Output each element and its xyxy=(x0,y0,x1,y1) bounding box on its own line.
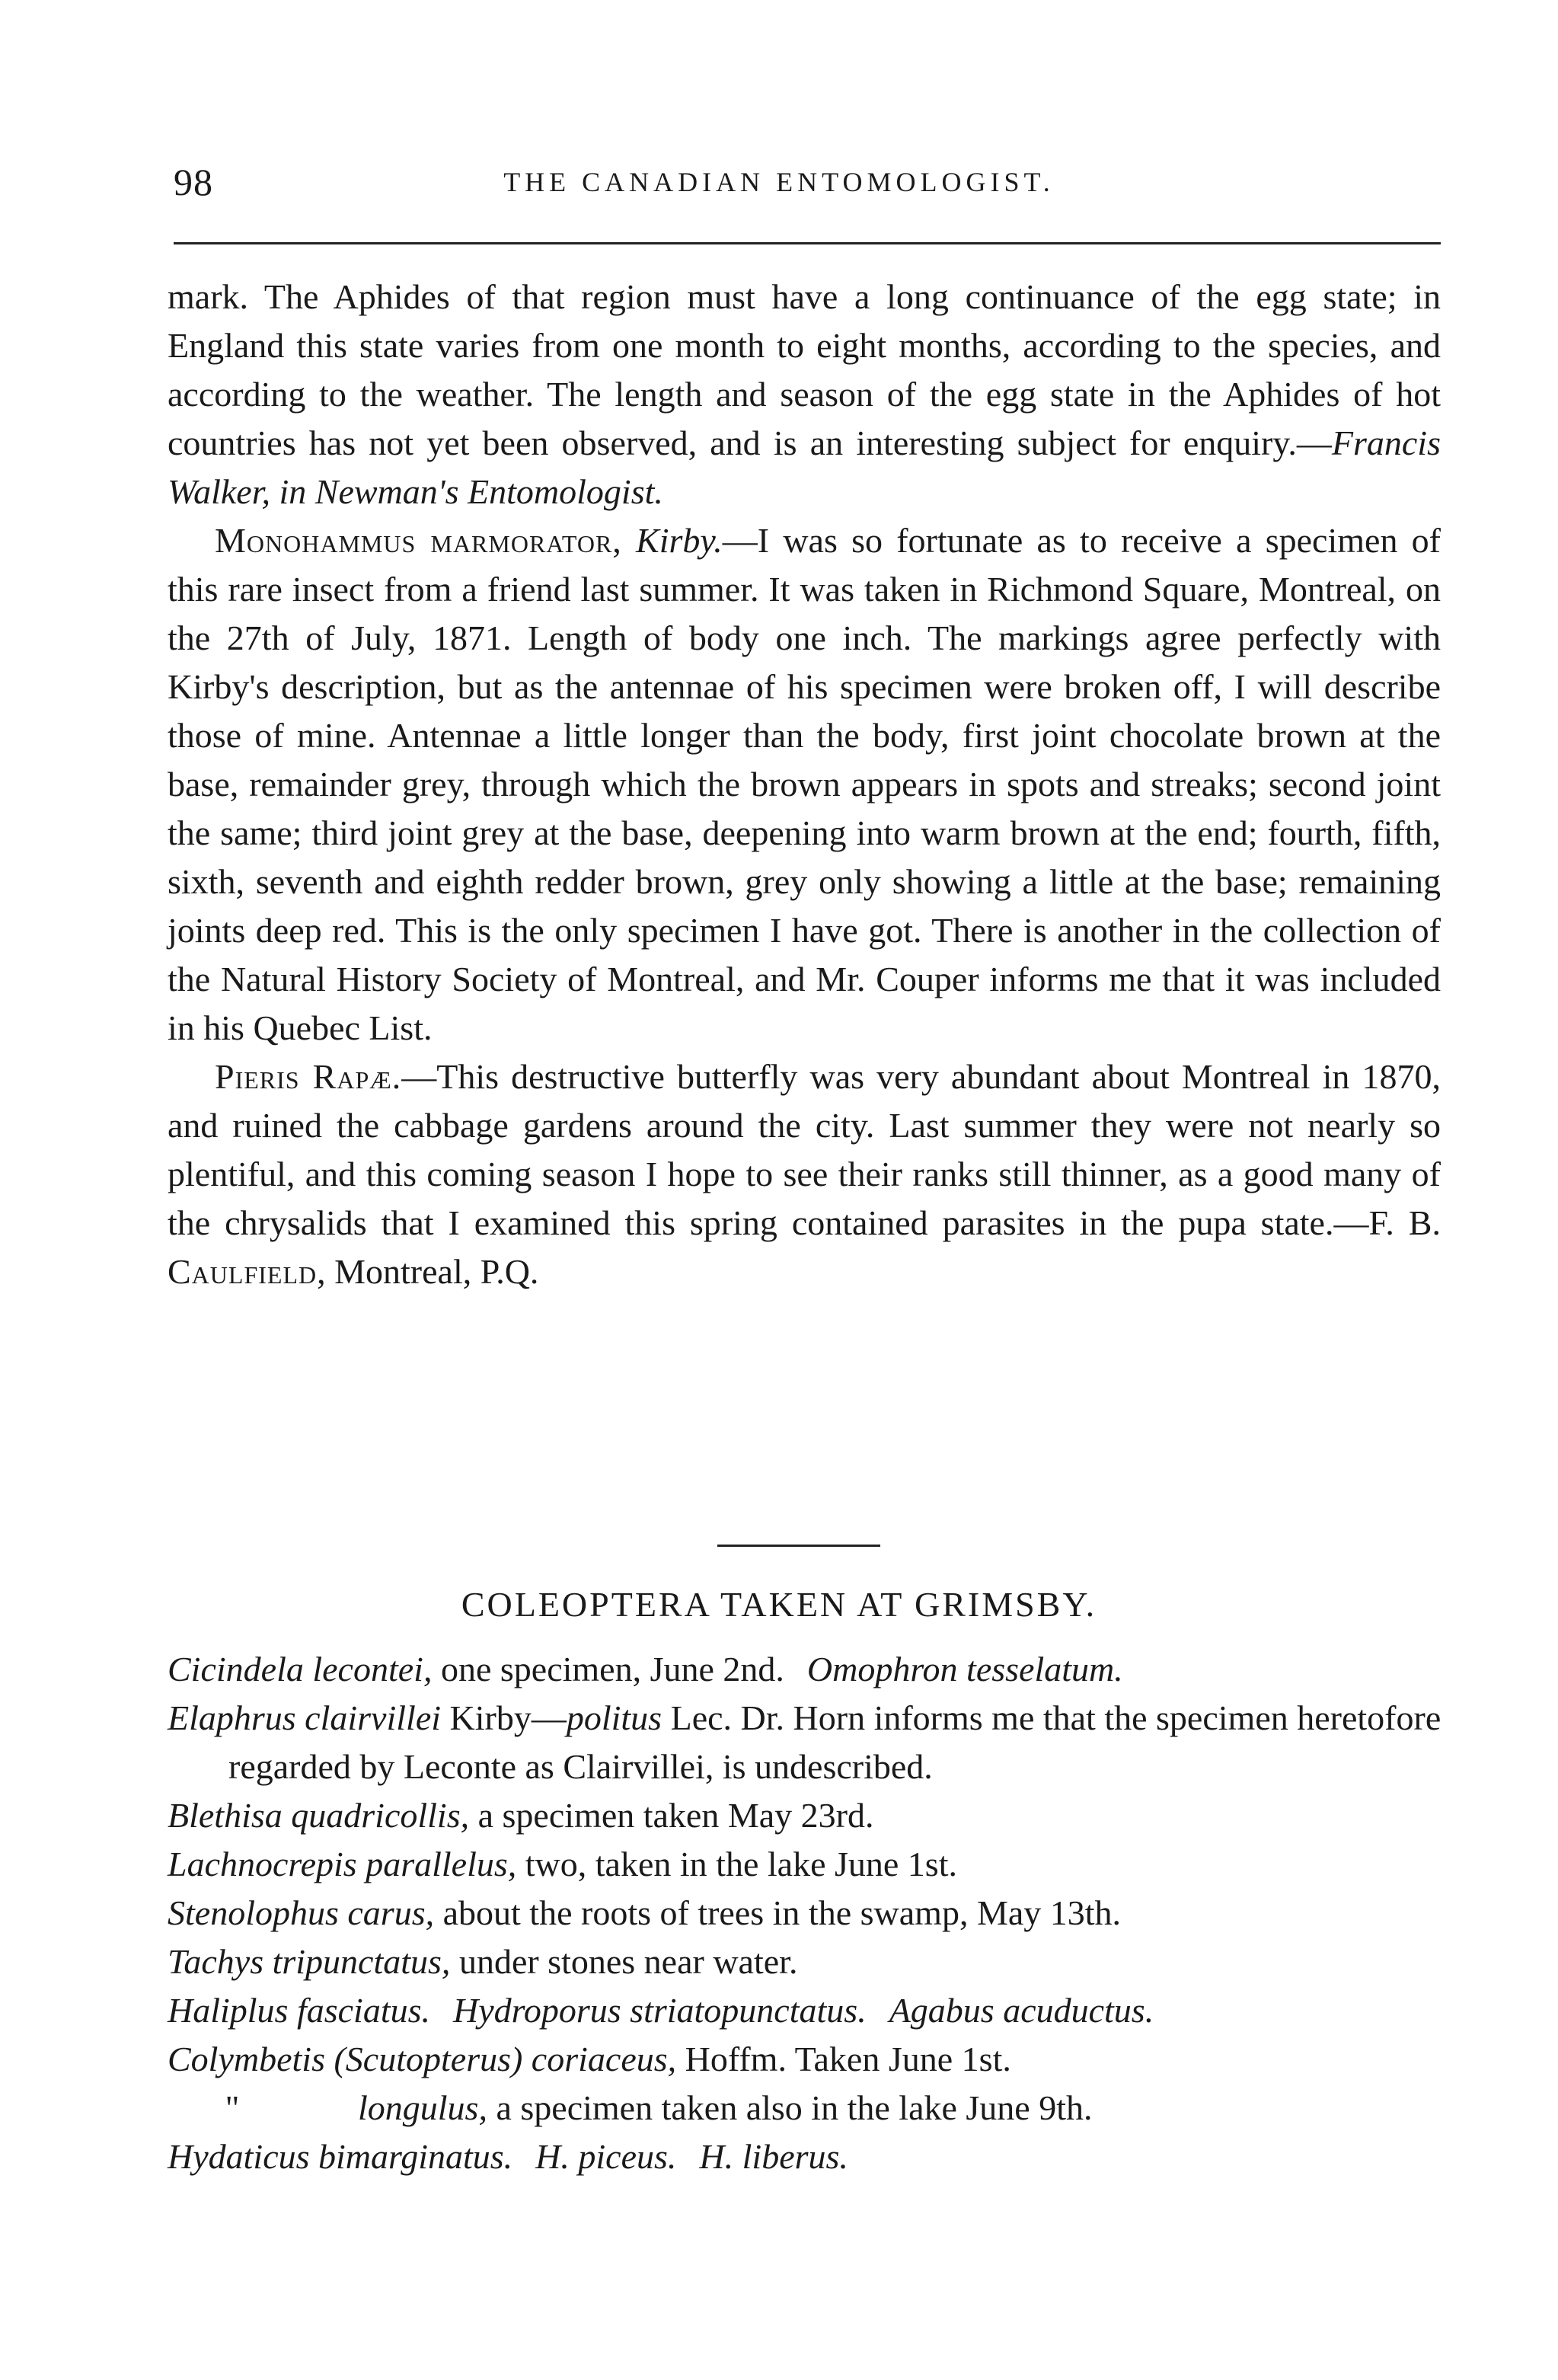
species-name: Lachnocrepis parallelus, xyxy=(168,1845,517,1883)
species-name: Hydaticus bimarginatus. xyxy=(168,2137,513,2176)
species-name: Tachys tripunctatus, xyxy=(168,1942,451,1981)
paragraph-text: mark. The Aphides of that region must have a long continuance of the egg state; in England this state varies from one month to eight months, according to the species, and according to the weather. The length and season of the egg state in the Aphides of hot countries has not yet been observed, and is an interesting subject for enquiry.— xyxy=(168,277,1441,462)
list-item xyxy=(168,1938,1447,1986)
author-place: , Montreal, P.Q. xyxy=(317,1252,539,1291)
species-note: Lec. Dr. Horn informs me that the specimen heretofore regarded by Leconte as Clairvillei, is undescribed. xyxy=(228,1698,1441,1786)
species-heading: Pieris Rapæ. xyxy=(215,1057,402,1096)
species-note: Kirby— xyxy=(441,1698,567,1737)
species-name: Colymbetis (Scutopterus) coriaceus, xyxy=(168,2040,677,2078)
paragraph-text: —I was so fortunate as to receive a specimen of this rare insect from a friend last summer. It was taken in Richmond Square, Montreal, on the 27th of July, 1871. Length of body one inch. The markings agree perfectly with Kirby's description, but as the antennae of his specimen were broken off, I will describe those of mine. Antennae a little longer than the body, first joint chocolate brown at the base, remainder grey, through which the brown appears in spots and streaks; second joint the same; third joint grey at the base, deepening into warm brown at the end; fourth, fifth, sixth, seventh and eighth redder brown, grey only showing a little at the base; remaining joints deep red. This is the only specimen I have got. There is another in the collection of the Natural History Society of Montreal, and Mr. Couper informs me that it was included in his Quebec List. xyxy=(168,521,1441,1047)
species-author: Kirby. xyxy=(636,521,723,560)
paragraph-text: —This destructive butterfly was very abundant about Montreal in 1870, and ruined the cabbage gardens around the city. Last summer they were not nearly so plentiful, and this coming season I hope to see their ranks still thinner, as a good many of the chrysalids that I examined this spring contained parasites in the pupa state.—F. B. xyxy=(168,1057,1441,1242)
species-note: under stones near water. xyxy=(450,1942,798,1981)
species-name: H. piceus. xyxy=(535,2137,677,2176)
species-note: a specimen taken also in the lake June 9th. xyxy=(487,2088,1093,2127)
list-item xyxy=(168,2132,1447,2181)
species-heading: Monohammus marmorator, xyxy=(215,521,622,560)
paragraph-monohammus xyxy=(168,516,1441,1053)
running-title: THE CANADIAN ENTOMOLOGIST. xyxy=(503,167,1055,197)
list-item xyxy=(168,1791,1447,1840)
list-item xyxy=(168,1840,1447,1889)
species-name: Haliplus fasciatus. xyxy=(168,1991,431,2030)
species-name: H. liberus. xyxy=(699,2137,848,2176)
author-signature: Francis Walker, in Newman's Entomologist. xyxy=(168,423,1441,511)
species-name: Hydroporus striatopunctatus. xyxy=(453,1991,867,2030)
page-number: 98 xyxy=(174,161,213,203)
list-item xyxy=(168,1986,1447,2035)
ditto-mark: " xyxy=(225,2088,240,2127)
list-item xyxy=(168,2084,1447,2132)
header-rule xyxy=(174,242,1441,244)
species-name: Agabus acuductus. xyxy=(889,1991,1154,2030)
article-body xyxy=(168,273,1441,1296)
species-name: Elaphrus clairvillei xyxy=(168,1698,442,1737)
species-name: politus xyxy=(566,1698,662,1737)
list-item xyxy=(168,2035,1447,2084)
species-note: a specimen taken May 23rd. xyxy=(469,1796,874,1835)
paragraph-pieris xyxy=(168,1053,1441,1296)
species-name: Blethisa quadricollis, xyxy=(168,1796,470,1835)
species-note: Hoffm. Taken June 1st. xyxy=(676,2040,1011,2078)
species-note: two, taken in the lake June 1st. xyxy=(516,1845,957,1883)
species-note: one specimen, June 2nd. xyxy=(432,1650,784,1688)
species-name: Stenolophus carus, xyxy=(168,1893,435,1932)
section-title: COLEOPTERA TAKEN AT GRIMSBY. xyxy=(461,1585,1097,1624)
species-name: Cicindela lecontei, xyxy=(168,1650,433,1688)
section-rule xyxy=(717,1545,880,1547)
species-list xyxy=(168,1645,1447,2181)
list-item xyxy=(168,1645,1447,1694)
species-name: Omophron tesselatum. xyxy=(806,1650,1123,1688)
species-note: about the roots of trees in the swamp, May 13th. xyxy=(434,1893,1122,1932)
list-item xyxy=(168,1694,1447,1791)
species-name: longulus, xyxy=(358,2088,487,2127)
paragraph-aphides xyxy=(168,273,1441,516)
author-signature: Caulfield xyxy=(168,1252,318,1291)
list-item xyxy=(168,1889,1447,1938)
